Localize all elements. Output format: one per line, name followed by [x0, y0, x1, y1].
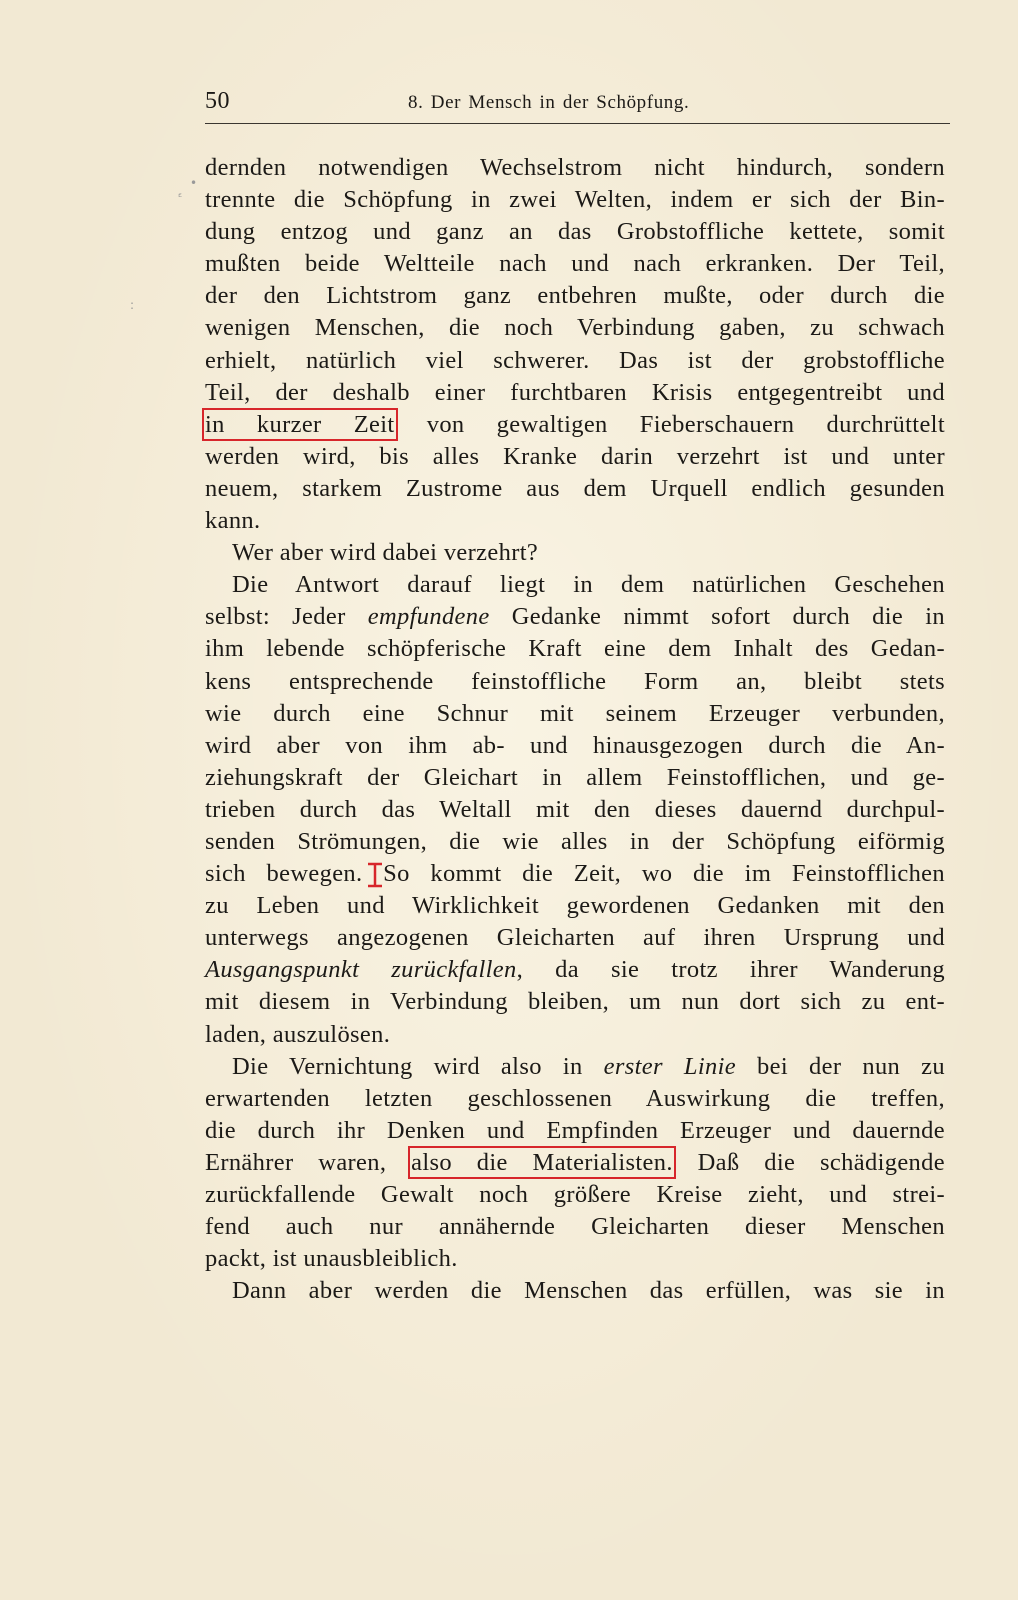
text-line [205, 152, 945, 184]
line-text: mußten beide Weltteile nach und nach erkranken. Der Teil, [205, 250, 945, 278]
text-line [205, 666, 945, 698]
text-line [205, 601, 945, 633]
text-line [205, 216, 945, 248]
line-text: erhielt, natürlich viel schwerer. Das ist der grobstoffliche [205, 346, 945, 374]
line-text: zu Leben und Wirklichkeit gewordenen Gedanken mit den [205, 892, 945, 920]
text-line [205, 762, 945, 794]
line-text: dernden notwendigen Wechselstrom nicht hindurch, sondern [205, 154, 945, 181]
line-text: wenigen Menschen, die noch Verbindung gaben, zu schwach [205, 314, 945, 342]
text-line [205, 1211, 945, 1243]
text-line [205, 826, 945, 858]
line-text: trennte die Schöpfung in zwei Welten, indem er sich der Bin- [205, 186, 945, 214]
text-line [205, 633, 945, 665]
text-line [205, 537, 945, 569]
highlighted-phrase: in kurzer Zeit [205, 410, 395, 438]
margin-speck: ᵋ [178, 190, 183, 204]
header-rule [205, 123, 950, 124]
text-line [205, 1147, 945, 1179]
line-text: laden, auszulösen. [205, 1020, 391, 1048]
line-text: ziehungskraft der Gleichart in allem Feinstofflichen, und ge- [205, 763, 945, 791]
line-text: packt, ist unausbleiblich. [205, 1245, 458, 1273]
text-line [205, 409, 945, 441]
running-head: 8. Der Mensch in der Schöpfung. [408, 92, 690, 113]
margin-speck: • [190, 176, 198, 190]
line-text: werden wird, bis alles Kranke darin verzehrt ist und unter [205, 442, 945, 470]
text-line [205, 505, 945, 537]
text-line [205, 890, 945, 922]
line-text: Ernährer waren, [205, 1148, 412, 1176]
text-line [205, 377, 945, 409]
line-text: Die Vernichtung wird also in [232, 1052, 604, 1080]
line-text: selbst: Jeder [205, 603, 368, 631]
line-text: fend auch nur annähernde Gleicharten dieser Menschen [205, 1213, 945, 1241]
line-text: die durch ihr Denken und Empfinden Erzeuger und dauernde [205, 1116, 945, 1144]
line-text: kens entsprechende feinstoffliche Form an, bleibt stets [205, 667, 945, 695]
text-line [205, 986, 945, 1018]
text-line [205, 730, 945, 762]
line-text: senden Strömungen, die wie alles in der Schöpfung eiförmig [205, 827, 945, 855]
line-text: , da sie trotz ihrer Wanderung [516, 956, 945, 984]
line-text: Wer aber wird dabei verzehrt? [232, 539, 539, 567]
text-line [205, 569, 945, 601]
text-line [205, 1275, 945, 1307]
line-text: kann. [205, 507, 261, 535]
text-line [205, 794, 945, 826]
text-line [205, 1051, 945, 1083]
line-text: unterwegs angezogenen Gleicharten auf ihren Ursprung und [205, 924, 945, 952]
line-text: bei der nun zu [735, 1052, 945, 1080]
line-text: neuem, starkem Zustrome aus dem Urquell endlich gesunden [205, 474, 945, 502]
text-line [205, 1083, 945, 1115]
text-line [205, 441, 945, 473]
text-line [205, 248, 945, 280]
text-line [205, 345, 945, 377]
line-text: Dann aber werden die Menschen das erfüllen, was sie in [232, 1277, 945, 1305]
line-text: von gewaltigen Fieberschauern durchrüttelt [394, 410, 945, 438]
line-text: der den Lichtstrom ganz entbehren mußte, oder durch die [205, 282, 945, 310]
line-text: ihm lebende schöpferische Kraft eine dem Inhalt des Gedan- [205, 635, 945, 663]
line-text: zurückfallende Gewalt noch größere Kreise zieht, und strei- [205, 1181, 945, 1208]
text-line [205, 473, 945, 505]
line-text: erwartenden letzten geschlossenen Auswirkung die treffen, [205, 1084, 945, 1112]
highlighted-phrase: also die Materialisten. [411, 1148, 673, 1176]
text-line [205, 1243, 945, 1275]
margin-speck: : [130, 298, 135, 312]
line-text: wird aber von ihm ab- und hinausgezogen durch die An- [205, 731, 945, 759]
italic-emphasis: erster Linie [603, 1052, 736, 1080]
line-text: Die Antwort darauf liegt in dem natürlichen Geschehen [232, 571, 945, 599]
line-text: Gedanke nimmt sofort durch die in [489, 603, 945, 631]
italic-emphasis: Ausgangspunkt zurückfallen [205, 956, 517, 984]
text-line [205, 184, 945, 216]
body-text [205, 152, 945, 1307]
italic-emphasis: empfundene [367, 603, 490, 631]
text-line [205, 1019, 945, 1051]
line-text: mit diesem in Verbindung bleiben, um nun dort sich zu ent- [205, 988, 945, 1016]
text-line [205, 954, 945, 986]
text-line [205, 922, 945, 954]
line-text: sich bewegen. So kommt die Zeit, wo die im Feinstofflichen [205, 860, 945, 888]
line-text: Teil, der deshalb einer furchtbaren Krisis entgegentreibt und [205, 378, 945, 406]
text-line [205, 858, 945, 890]
text-line [205, 1179, 945, 1211]
text-line [205, 280, 945, 312]
text-line [205, 698, 945, 730]
line-text: trieben durch das Weltall mit den dieses dauernd durchpul- [205, 795, 945, 823]
line-text: dung entzog und ganz an das Grobstoffliche kettete, somit [205, 218, 945, 246]
text-line [205, 1115, 945, 1147]
page-number: 50 [205, 88, 230, 114]
text-line [205, 312, 945, 344]
line-text: Daß die schädigende [672, 1148, 945, 1176]
line-text: wie durch eine Schnur mit seinem Erzeuger verbunden, [205, 699, 945, 727]
